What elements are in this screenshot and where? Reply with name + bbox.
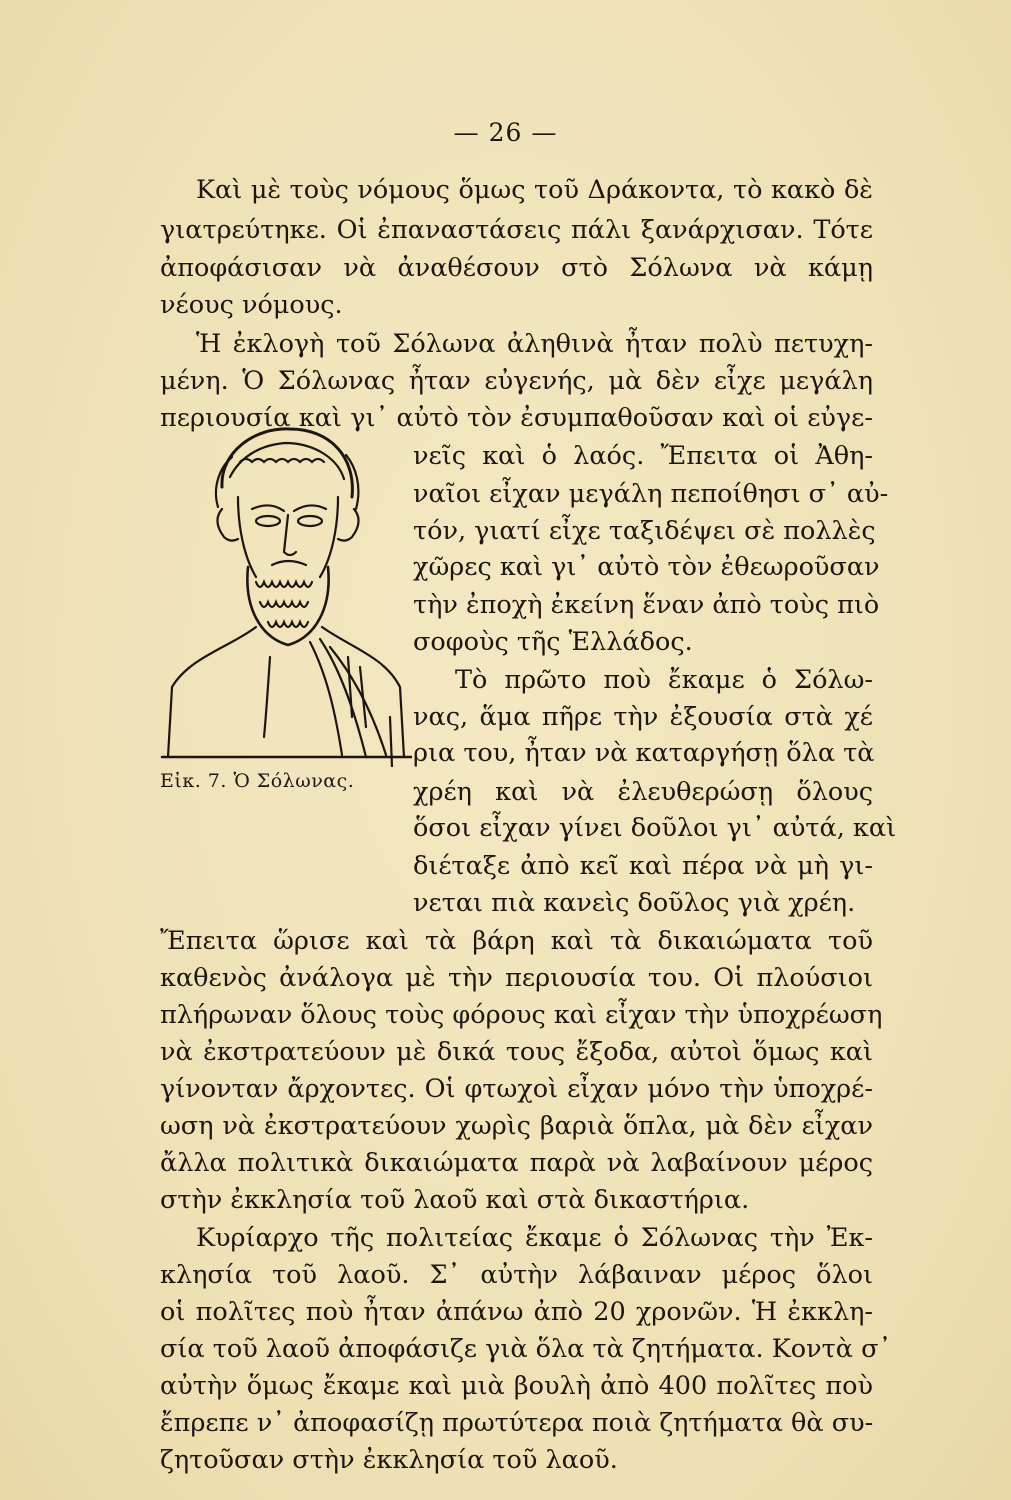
solon-bust-illustration — [160, 417, 412, 767]
text-line: Ἔπειτα ὥρισε καὶ τὰ βάρη καὶ τὰ δικαιώματα τοῦ — [160, 926, 873, 956]
text-line: περιουσία καὶ γι᾽ αὐτὸ τὸν ἐσυμπαθοῦσαν καὶ οἱ εὐγε- — [160, 403, 873, 433]
text-line: στὴν ἐκκλησία τοῦ λαοῦ καὶ στὰ δικαστήρια. — [160, 1185, 750, 1215]
text-line: ναῖοι εἶχαν μεγάλη πεποίθησι σ᾽ αὐ- — [413, 479, 889, 509]
text-line: διέταξε ἀπὸ κεῖ καὶ πέρα νὰ μὴ γι- — [413, 851, 873, 881]
text-line: ἔπρεπε ν᾽ ἀποφασίζῃ πρωτύτερα ποιὰ ζητήματα θὰ συ- — [160, 1408, 874, 1438]
text-line: οἱ πολῖτες ποὺ ἦταν ἀπάνω ἀπὸ 20 χρονῶν. Ἡ ἐκκλη- — [160, 1297, 873, 1327]
text-line: χῶρες καὶ γι᾽ αὐτὸ τὸν ἐθεωροῦσαν — [413, 552, 880, 582]
text-line: ἀποφάσισαν νὰ ἀναθέσουν στὸ Σόλωνα νὰ κάμῃ — [160, 253, 873, 283]
text-line: τὴν ἐποχὴ ἐκείνη ἕναν ἀπὸ τοὺς πιὸ — [413, 590, 880, 620]
text-line: νεται πιὰ κανεὶς δοῦλος γιὰ χρέη. — [413, 888, 856, 918]
figure-caption: Εἰκ. 7. Ὁ Σόλωνας. — [160, 770, 355, 792]
text-line: καθενὸς ἀνάλογα μὲ τὴν περιουσία του. Οἱ πλούσιοι — [160, 963, 873, 993]
text-line: νεῖς καὶ ὁ λαός. Ἔπειτα οἱ Ἀθη- — [413, 441, 873, 471]
text-line: ὅσοι εἶχαν γίνει δοῦλοι γι᾽ αὐτά, καὶ — [413, 813, 897, 843]
text-line: ρια του, ἦταν νὰ καταργήσῃ ὅλα τὰ — [413, 738, 875, 768]
text-line: ἄλλα πολιτικὰ δικαιώματα παρὰ νὰ λαβαίνουν μέρος — [160, 1148, 873, 1178]
text-line: Τὸ πρῶτο ποὺ ἔκαμε ὁ Σόλω- — [455, 665, 873, 695]
text-line: ωση νὰ ἐκστρατεύουν χωρὶς βαριὰ ὅπλα, μὰ δὲν εἶχαν — [160, 1111, 873, 1141]
text-line: Κυρίαρχο τῆς πολιτείας ἔκαμε ὁ Σόλωνας τὴν Ἐκ- — [196, 1223, 873, 1253]
text-line: αὐτὴν ὅμως ἔκαμε καὶ μιὰ βουλὴ ἀπὸ 400 πολῖτες ποὺ — [160, 1371, 873, 1401]
text-line: νὰ ἐκστρατεύουν μὲ δικά τους ἔξοδα, αὐτοὶ ὅμως καὶ — [160, 1037, 873, 1067]
text-line: σοφοὺς τῆς Ἑλλάδος. — [413, 627, 693, 657]
text-line: νας, ἅμα πῆρε τὴν ἐξουσία στὰ χέ — [413, 702, 873, 732]
text-line: γιατρεύτηκε. Οἱ ἐπαναστάσεις πάλι ξανάρχισαν. Τότε — [160, 215, 873, 245]
text-line: γίνονταν ἄρχοντες. Οἱ φτωχοὶ εἶχαν μόνο τὴν ὑποχρέ- — [160, 1074, 873, 1104]
text-line: νέους νόμους. — [160, 290, 343, 320]
text-line: Ἡ ἐκλογὴ τοῦ Σόλωνα ἀληθινὰ ἦταν πολὺ πετυχη- — [196, 329, 873, 359]
text-line: τόν, γιατί εἶχε ταξιδέψει σὲ πολλὲς — [413, 516, 876, 546]
page-number: — 26 — — [453, 118, 558, 147]
text-line: κλησία τοῦ λαοῦ. Σ᾽ αὐτὴν λάβαιναν μέρος ὅλοι — [160, 1260, 873, 1290]
text-line: πλήρωναν ὅλους τοὺς φόρους καὶ εἶχαν τὴν ὑποχρέωση — [160, 1000, 883, 1030]
text-line: σία τοῦ λαοῦ ἀποφάσιζε γιὰ ὅλα τὰ ζητήματα. Κοντὰ σ᾽ — [160, 1334, 892, 1364]
text-line: χρέη καὶ νὰ ἐλευθερώσῃ ὅλους — [413, 777, 873, 807]
text-line: ζητοῦσαν στὴν ἐκκλησία τοῦ λαοῦ. — [160, 1445, 618, 1475]
text-line: μένη. Ὁ Σόλωνας ἦταν εὐγενής, μὰ δὲν εἶχε μεγάλη — [160, 366, 873, 396]
text-line: Καὶ μὲ τοὺς νόμους ὅμως τοῦ Δράκοντα, τὸ κακὸ δὲ — [196, 175, 873, 205]
